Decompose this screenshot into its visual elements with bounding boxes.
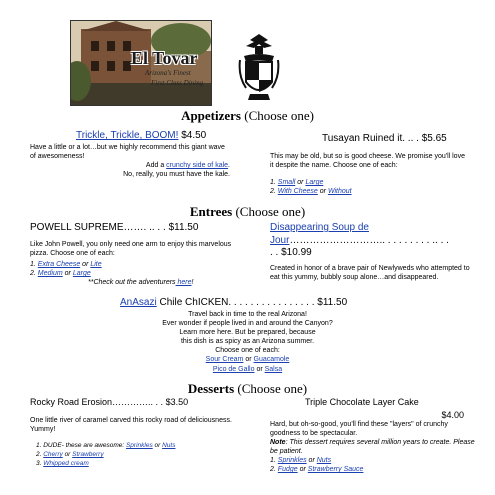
crest-icon (236, 32, 282, 106)
entrees-heading (0, 204, 495, 220)
appetizer-1-link[interactable]: Trickle, Trickle, BOOM! (76, 130, 179, 141)
without-link[interactable]: Without (327, 188, 352, 195)
appetizers-title: Appetizers (181, 108, 241, 123)
lite-link[interactable]: Lite (90, 261, 102, 268)
salsa-link[interactable]: Salsa (264, 365, 283, 373)
entree-3-line5: Choose one of each: (215, 347, 280, 355)
dessert-1-choice-1-pre: DUDE- these are awesome: (43, 442, 126, 449)
entree-3-line2: Ever wonder if people lived in and around the Canyon? (162, 320, 333, 328)
choice-or: or (245, 356, 252, 364)
entree-1-note-text: **Check out the adventurers (88, 279, 176, 286)
entree-3-price: $11.50 (317, 297, 348, 308)
appetizer-1-desc1: Have a little or a lot…but we highly recommend this giant wave of awesomeness! (30, 144, 225, 161)
dessert-2-title: Triple Chocolate Layer Cake (305, 397, 419, 407)
entree-3-title (120, 297, 347, 310)
dessert-1-price: $3.50 (165, 397, 189, 407)
entree-1-desc: Like John Powell, you only need one arm to enjoy this marvelous pizza. Choose one of each: (30, 241, 232, 258)
entree-2-dots: ……………………….. . . . . . . . . .. . . (289, 234, 449, 246)
pico-de-gallo-link[interactable]: Pico de Gallo (212, 365, 255, 373)
choice-or: or (82, 261, 89, 268)
dessert-2-desc: Hard, but oh-so-good, you'll find these "layers" of crunchy goodness to be spectacular. (270, 421, 448, 438)
anasazi-link[interactable]: AnAsazi (120, 297, 157, 308)
jour-link[interactable]: Jour (270, 234, 290, 246)
fudge-link[interactable]: Fudge (277, 466, 298, 473)
note-label: Note (270, 439, 286, 446)
appetizer-1-price: $4.50 (181, 130, 207, 141)
appetizers-choose: (Choose one) (244, 108, 314, 123)
entree-3-choice-1 (0, 355, 495, 364)
choice-number: 2. (36, 451, 42, 458)
dessert-2-price: $4.00 (441, 410, 464, 420)
logo-subtitle-2: First Class Dining (151, 79, 204, 87)
entree-3-choice-2 (0, 365, 495, 374)
desserts-heading (0, 381, 495, 397)
dessert-1-choice-2 (36, 451, 104, 459)
note-text: : This dessert requires several million years to create. Please be patient. (270, 439, 475, 456)
entree-2-desc: Created in honor of a brave pair of Newlyweds who attempted to eat this yummy, bubbly soup alone…and disappeared. (270, 265, 470, 282)
sprinkles-link[interactable]: Sprinkles (125, 442, 153, 449)
strawberry-link[interactable]: Strawberry (72, 451, 104, 458)
whipped-cream-link[interactable]: Whipped cream (43, 460, 89, 467)
large-size-link[interactable]: Large (72, 270, 91, 277)
nuts-link[interactable]: Nuts (162, 442, 176, 449)
entree-2-price: . . $10.99 (270, 247, 312, 258)
choice-number: 2. (270, 466, 276, 473)
small-link[interactable]: Small (277, 179, 296, 186)
appetizer-1-title (76, 130, 206, 143)
entree-3-line4: this dish is as spicy as an Arizona summer. (180, 338, 315, 346)
logo-title: El Tovar (131, 48, 198, 68)
choice-number: 2. (270, 188, 276, 195)
choice-or: or (319, 188, 326, 195)
dessert-1-choice-1 (36, 442, 175, 450)
appetizers-heading (0, 108, 495, 124)
appetizer-1-desc2-post: . (228, 162, 230, 170)
choice-number: 1. (270, 179, 276, 186)
with-cheese-link[interactable]: With Cheese (277, 188, 318, 195)
dessert-1-choice-3 (36, 460, 89, 468)
appetizer-1-desc3: No, really, you must have the kale. (123, 171, 230, 179)
entree-3-line1: Travel back in time to the real Arizona! (188, 311, 307, 318)
choice-number: 1. (36, 442, 42, 449)
dessert-1-name: Rocky Road Erosion………….. . . (30, 397, 164, 407)
choice-or: or (299, 466, 306, 473)
entree-3-desc (0, 310, 495, 374)
sprinkles-2-link[interactable]: Sprinkles (277, 457, 307, 464)
choice-or: or (308, 457, 315, 464)
entree-2-title (270, 222, 470, 260)
appetizer-2-choice-2 (270, 187, 352, 196)
choice-or: or (297, 179, 304, 186)
choice-or: or (154, 442, 161, 449)
choice-number: 3. (36, 460, 42, 467)
appetizer-2-desc: This may be old, but so is good cheese. We promise you'll love it despite the name. Choose one of each: (270, 153, 465, 170)
entree-1-choice-1 (30, 260, 102, 269)
desserts-title: Desserts (187, 381, 235, 396)
appetizer-1-desc2-pre: Add a (145, 162, 167, 170)
choice-or: or (256, 365, 263, 373)
adventurers-here-link[interactable]: here (175, 279, 192, 286)
dessert-2-choice-1 (270, 456, 331, 465)
dessert-2-note (270, 438, 475, 456)
cherry-link[interactable]: Cherry (43, 451, 63, 458)
medium-link[interactable]: Medium (37, 270, 63, 277)
extra-cheese-link[interactable]: Extra Cheese (37, 261, 81, 268)
entree-1-note (88, 278, 193, 287)
nuts-2-link[interactable]: Nuts (316, 457, 332, 464)
entree-1-choice-2 (30, 269, 91, 278)
appetizer-1-desc (30, 143, 230, 179)
entree-1-price: $11.50 (168, 222, 199, 233)
sour-cream-link[interactable]: Sour Cream (205, 356, 244, 364)
large-link[interactable]: Large (305, 179, 324, 186)
choice-number: 2. (30, 270, 36, 277)
strawberry-sauce-link[interactable]: Strawberry Sauce (307, 466, 364, 473)
disappearing-soup-link[interactable]: Disappearing Soup de (270, 222, 369, 233)
appetizer-1-desc2 (30, 161, 230, 170)
entrees-choose: (Choose one) (235, 204, 306, 219)
entree-1-title (30, 222, 198, 235)
appetizer-2-price: $5.65 (421, 133, 447, 144)
header-photo (70, 20, 212, 106)
entree-2-line2 (270, 235, 470, 248)
appetizer-2-name: Tusayan Ruined it. .. . (322, 133, 419, 144)
entree-3-line3: Learn more here. But be prepared, because (179, 329, 316, 337)
entree-3-name: Chile ChICKEN. . . . . . . . . . . . . . . . (156, 297, 315, 308)
entrees-title: Entrees (189, 204, 233, 219)
choice-or: or (64, 451, 71, 458)
guacamole-link[interactable]: Guacamole (253, 356, 290, 364)
desserts-choose: (Choose one) (237, 381, 308, 396)
dessert-1-title (30, 397, 188, 408)
dessert-2-choice-2 (270, 465, 363, 474)
dessert-1-desc: One little river of caramel carved this rocky road of deliciousness. Yummy! (30, 417, 232, 434)
appetizer-2-choice-1 (270, 178, 323, 187)
entree-1-name: POWELL SUPREME……. .. . . (30, 222, 166, 233)
entree-1-note-end: ! (191, 279, 194, 286)
appetizer-2-title (322, 133, 447, 146)
logo-subtitle-1: Arizona's Finest (145, 69, 191, 77)
choice-number: 1. (270, 457, 276, 464)
choice-number: 1. (30, 261, 36, 268)
crest-emblem (236, 32, 282, 106)
kale-link[interactable]: crunchy side of kale (166, 162, 229, 170)
choice-or: or (64, 270, 71, 277)
